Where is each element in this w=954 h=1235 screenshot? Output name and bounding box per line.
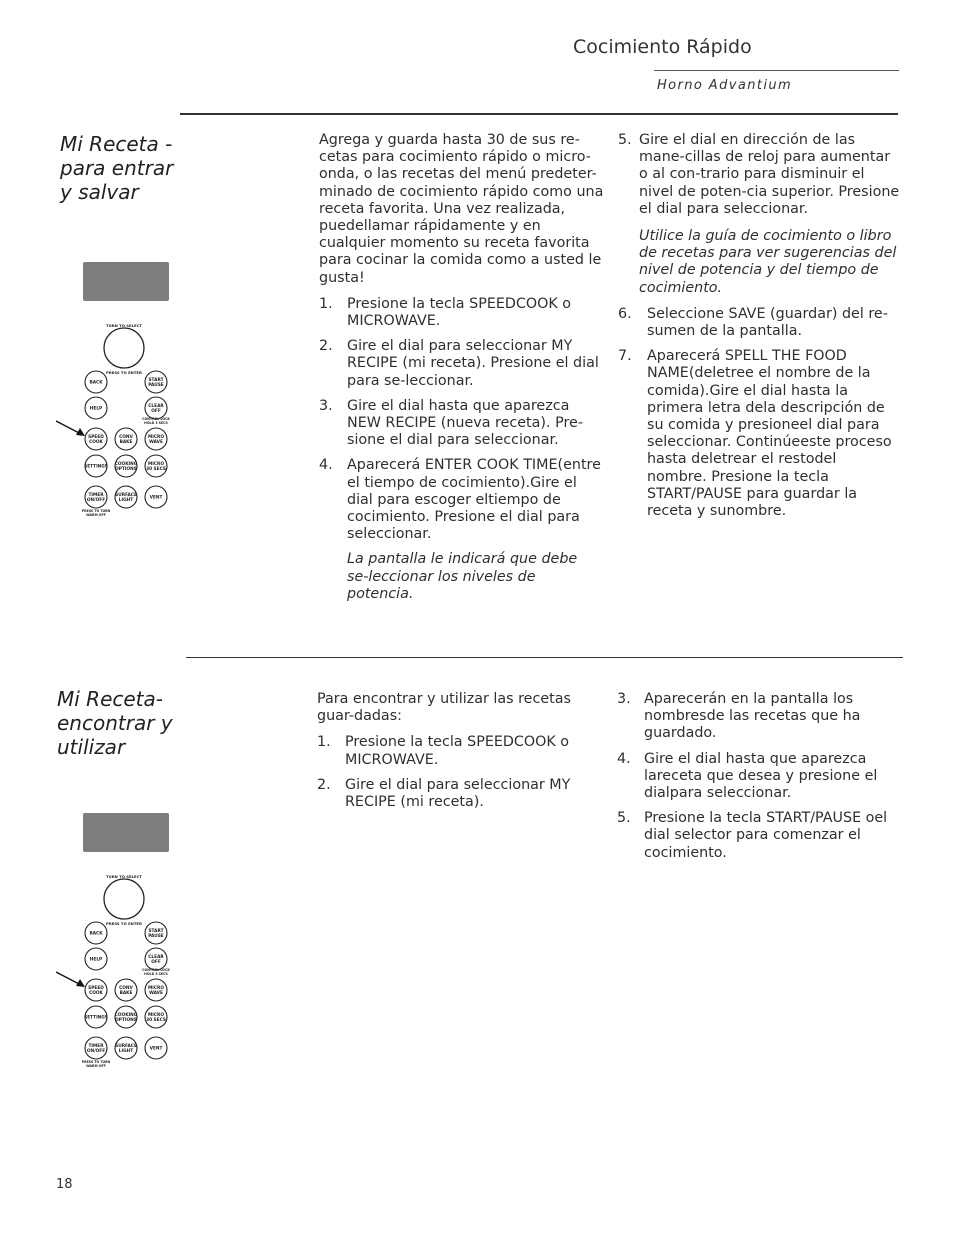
selector-dial[interactable] [104,328,144,368]
microwave-label: MICRO WAVE [148,435,164,445]
step-number: 6. [618,305,632,322]
page-header-subtitle: Horno Advantium [657,78,793,93]
step-text: Gire el dial para seleccionar MY RECIPE (mi receta). [345,776,571,811]
cooking-options-label: COOKING OPTIONS [114,462,138,472]
help-label: HELP [89,957,103,963]
step-text: Gire el dial hasta que aparezca lareceta que desea y presione el dialpara seleccionar. [644,750,878,802]
step-text: Aparecerán en la pantalla los nombresde las recetas que ha guardado. [644,691,861,742]
step-number: 1. [317,734,331,751]
italic-note: Utilice la guía de cocimiento o libro de recetas para ver sugerencias del nivel de potencia y del tiempo de cocimiento. [639,228,897,296]
start-pause-label: START PAUSE [148,378,164,388]
list-item [319,398,604,450]
control-lock-label: CONTROL LOCK HOLD 3 SECS [142,417,170,425]
list-item [618,306,900,340]
step-number: 3. [319,397,333,414]
section-title-line: Mi Receta- [57,687,163,711]
step-number: 1. [319,295,333,312]
section-divider-top [180,113,898,115]
speedcook-label: SPEED COOK [88,986,104,996]
dial-top-label: TURN TO SELECT [106,323,142,328]
section-title-line: Mi Receta - [60,132,173,156]
step-text: Gire el dial para seleccionar MY RECIPE (mi receta). Presione el dial para se-leccionar. [347,338,599,389]
section-title-line: y salvar [60,180,139,204]
surface-light-label: SURFACE LIGHT [115,1044,137,1054]
step-text: Aparecerá SPELL THE FOOD NAME(deletree el nombre de la comida).Gire el dial hasta la primera letra dela descripción de su comida y presioneel dial para seleccionar. Continúeeste proceso hasta deletrear el restodel nombre. Presione la tecla START/PAUSE para guardar la receta y sunombre. [647,348,892,520]
step-number: 4. [617,750,631,767]
clear-off-label: CLEAR OFF [148,955,164,965]
micro-30-secs-label: MICRO 30 SECS [146,1013,166,1023]
step-number: 3. [617,691,631,707]
pointer-arrow [56,421,81,434]
step-text: Gire el dial hasta que aparezca NEW RECIPE (nueva receta). Pre-sione el dial para seleccionar. [347,397,583,449]
italic-note: La pantalla le indicará que debe se-leccionar los niveles de potencia. [347,551,578,602]
step-text: Seleccione SAVE (guardar) del re-sumen de la pantalla. [647,305,888,340]
section-divider-middle [186,657,903,658]
start-pause-label: START PAUSE [148,929,164,939]
back-label: BACK [89,931,103,937]
timer-label: TIMER ON/OFF [86,493,106,503]
control-lock-label: CONTROL LOCK HOLD 3 SECS [142,968,170,976]
help-label: HELP [89,406,103,412]
list-item [317,777,597,811]
timer-note-label: PRESS TO TURN WARM OFF [81,509,111,517]
cooking-options-label: COOKING OPTIONS [114,1013,138,1023]
step-number: 7. [618,348,632,365]
vent-label: VENT [149,1046,163,1052]
clear-off-label: CLEAR OFF [148,404,164,414]
header-divider [654,70,899,71]
section-title-line: para entrar [60,156,174,180]
timer-label: TIMER ON/OFF [86,1044,106,1054]
list-item [317,734,597,768]
settings-label: SETTINGS [84,464,108,470]
intro-paragraph: Para encontrar y utilizar las recetas guar-dadas: [317,691,571,725]
list-item [319,338,604,390]
conv-bake-label: CONV BAKE [119,435,133,445]
settings-label: SETTINGS [84,1015,108,1021]
step-number: 2. [317,776,331,793]
microwave-label: MICRO WAVE [148,986,164,996]
control-panel-illustration [54,869,174,1069]
vent-label: VENT [149,495,163,501]
step-number: 4. [319,457,333,474]
list-item [617,691,902,743]
section1-column-right [618,132,900,528]
display-screen [83,262,169,301]
step-text: Aparecerá ENTER COOK TIME(entre el tiempo de cocimiento).Gire el dial para escoger eltiempo de cocimiento. Presione el dial para seleccionar. [347,457,601,543]
section-title-save-recipe [60,132,173,204]
section-title-find-recipe [57,687,173,759]
list-item [618,132,900,218]
list-item [319,457,604,543]
conv-bake-label: CONV BAKE [119,986,133,996]
step-text: Presione la tecla SPEEDCOOK o MICROWAVE. [345,734,570,768]
micro-30-secs-label: MICRO 30 SECS [146,462,166,472]
display-screen [83,813,169,852]
speedcook-label: SPEED COOK [88,435,104,445]
section1-column-left [319,132,604,611]
step-number: 5. [617,810,631,827]
section2-column-right [617,691,902,870]
step-text: Presione la tecla SPEEDCOOK o MICROWAVE. [347,295,572,330]
section2-column-left [317,691,597,819]
list-item [617,810,902,862]
list-item [319,296,604,330]
dial-bottom-label: PRESS TO ENTER [106,921,142,926]
list-item [618,348,900,520]
page-number: 18 [56,1177,73,1192]
page-header-title: Cocimiento Rápido [573,36,752,58]
step-text: Gire el dial en dirección de las mane-cillas de reloj para aumentar o al con-trario para disminuir el nivel de poten-cia superior. Presione el dial para seleccionar. [639,132,900,217]
timer-note-label: PRESS TO TURN WARM OFF [81,1060,111,1068]
pointer-arrow [56,972,81,985]
selector-dial[interactable] [104,879,144,919]
back-label: BACK [89,380,103,386]
list-item [617,751,902,803]
control-panel-illustration [54,318,174,518]
dial-bottom-label: PRESS TO ENTER [106,370,142,375]
step-number: 2. [319,338,333,355]
section-title-line: encontrar y [57,711,173,735]
dial-top-label: TURN TO SELECT [106,874,142,879]
surface-light-label: SURFACE LIGHT [115,493,137,503]
step-text: Presione la tecla START/PAUSE oel dial selector para comenzar el cocimiento. [644,810,888,861]
intro-paragraph: Agrega y guarda hasta 30 de sus re-cetas para cocimiento rápido o micro-onda, o las recetas del menú predeter-minado de cocimiento rápido como una receta favorita. Una vez realizada, puedellamar rápidamente y en cualquier momento su receta favorita para cocinar la comida como a usted le gusta! [319,132,604,286]
section-title-line: utilizar [57,735,126,759]
step-number: 5. [618,132,632,148]
